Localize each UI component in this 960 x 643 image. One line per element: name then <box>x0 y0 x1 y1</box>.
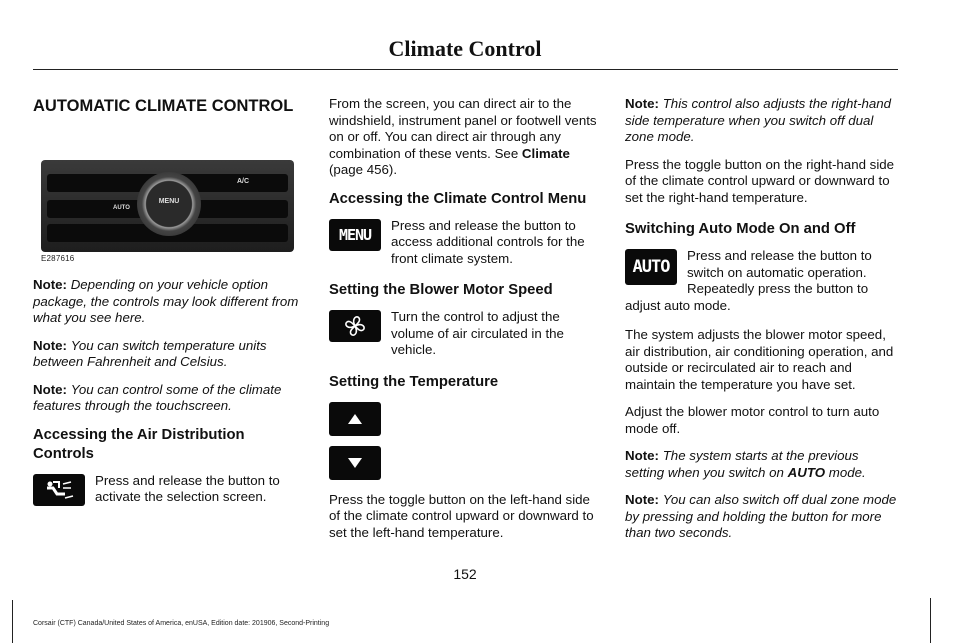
auto-text-continued: adjust auto mode. <box>625 297 731 313</box>
climate-control-panel-image <box>41 160 294 252</box>
dial-menu-label: MENU <box>158 198 180 205</box>
temperature-up-icon <box>329 402 381 436</box>
column-1 <box>33 96 305 518</box>
air-distribution-row <box>33 474 305 506</box>
temperature-down-icon <box>329 446 381 480</box>
page-header-title: Climate Control <box>388 36 542 61</box>
note-label: Note: <box>625 448 659 463</box>
note-label: Note: <box>33 337 67 353</box>
page-footer: Corsair (CTF) Canada/United States of America, enUSA, Edition date: 201906, Second-Printing <box>33 620 330 627</box>
turn-auto-off-paragraph: Adjust the blower motor control to turn auto mode off. <box>625 404 880 436</box>
air-distribution-icon <box>33 474 85 506</box>
auto-row <box>625 249 897 298</box>
menu-icon-label: MENU <box>338 225 372 244</box>
air-distribution-text: Press and release the button to activate the selection screen. <box>95 472 280 504</box>
note-vehicle-option <box>33 277 305 327</box>
subheading-blower: Setting the Blower Motor Speed <box>329 282 553 298</box>
note-text: This control also adjusts the right-hand side temperature when you switch off dual zone mode. <box>625 96 892 144</box>
subheading-temperature: Setting the Temperature <box>329 373 499 390</box>
column-2 <box>329 96 601 552</box>
auto-text: Press and release the button to switch on automatic operation. Repeatedly press the button to <box>687 248 872 296</box>
intro-text: From the screen, you can direct air to the windshield, instrument panel or footwell vents on or off. You can direct air through any combination of these vents. See <box>329 96 597 161</box>
right-hand-paragraph: Press the toggle button on the right-hand side of the climate control upward or downward to set the right-hand temperature. <box>625 156 895 205</box>
climate-reference-link[interactable]: Climate <box>521 145 570 161</box>
note-text-end: mode. <box>825 464 866 480</box>
blower-text: Turn the control to adjust the volume of air circulated in the vehicle. <box>391 309 564 357</box>
temperature-text: Press the toggle button on the left-hand side of the climate control upward or downward to set the left-hand temperature. <box>329 491 594 540</box>
note-right-hand <box>625 96 897 146</box>
image-code: E287616 <box>41 254 75 263</box>
menu-row <box>329 219 601 268</box>
panel-auto-label: AUTO <box>113 205 130 211</box>
note-text: Depending on your vehicle option package, the controls may look different from what you see here. <box>33 277 299 325</box>
note-temperature-units <box>33 338 305 371</box>
subheading-air-distribution: Accessing the Air Distribution Controls <box>33 426 245 462</box>
auto-button-icon <box>625 249 677 285</box>
intro-text-page: (page 456). <box>329 162 398 177</box>
note-label: Note: <box>625 96 659 111</box>
note-previous-setting <box>625 448 897 481</box>
subheading-auto-mode: Switching Auto Mode On and Off <box>625 221 856 237</box>
note-label: Note: <box>33 381 67 397</box>
header-divider <box>33 69 898 70</box>
blower-dial <box>137 172 201 236</box>
page-number: 152 <box>453 566 477 582</box>
crop-mark-left <box>12 600 13 643</box>
menu-button-icon <box>329 219 381 251</box>
system-adjusts-paragraph: The system adjusts the blower motor speed, air distribution, air conditioning operation, and outside or recirculated air to reach and maintain the temperature you have set. <box>625 327 894 392</box>
column-3 <box>625 96 897 553</box>
note-label: Note: <box>33 277 67 292</box>
note-text: You can control some of the climate features through the touchscreen. <box>33 381 282 413</box>
auto-keyword: AUTO <box>787 464 826 480</box>
note-text: The system starts at the previous setting when you switch on <box>625 448 859 480</box>
note-text: You can also switch off dual zone mode by pressing and holding the button for more than two seconds. <box>625 492 897 540</box>
menu-text: Press and release the button to access additional controls for the front climate system. <box>391 217 585 266</box>
subheading-menu: Accessing the Climate Control Menu <box>329 190 587 207</box>
auto-icon-label: AUTO <box>632 257 670 277</box>
note-touchscreen <box>33 382 305 415</box>
crop-mark-right <box>930 598 931 643</box>
note-dual-zone <box>625 492 897 542</box>
blower-row <box>329 310 601 359</box>
note-text: You can switch temperature units between Fahrenheit and Celsius. <box>33 337 267 369</box>
fan-icon <box>329 310 381 342</box>
section-heading: AUTOMATIC CLIMATE CONTROL <box>33 97 294 115</box>
note-label: Note: <box>625 492 659 507</box>
panel-ac-label: A/C <box>237 178 250 185</box>
intro-paragraph <box>329 96 601 179</box>
